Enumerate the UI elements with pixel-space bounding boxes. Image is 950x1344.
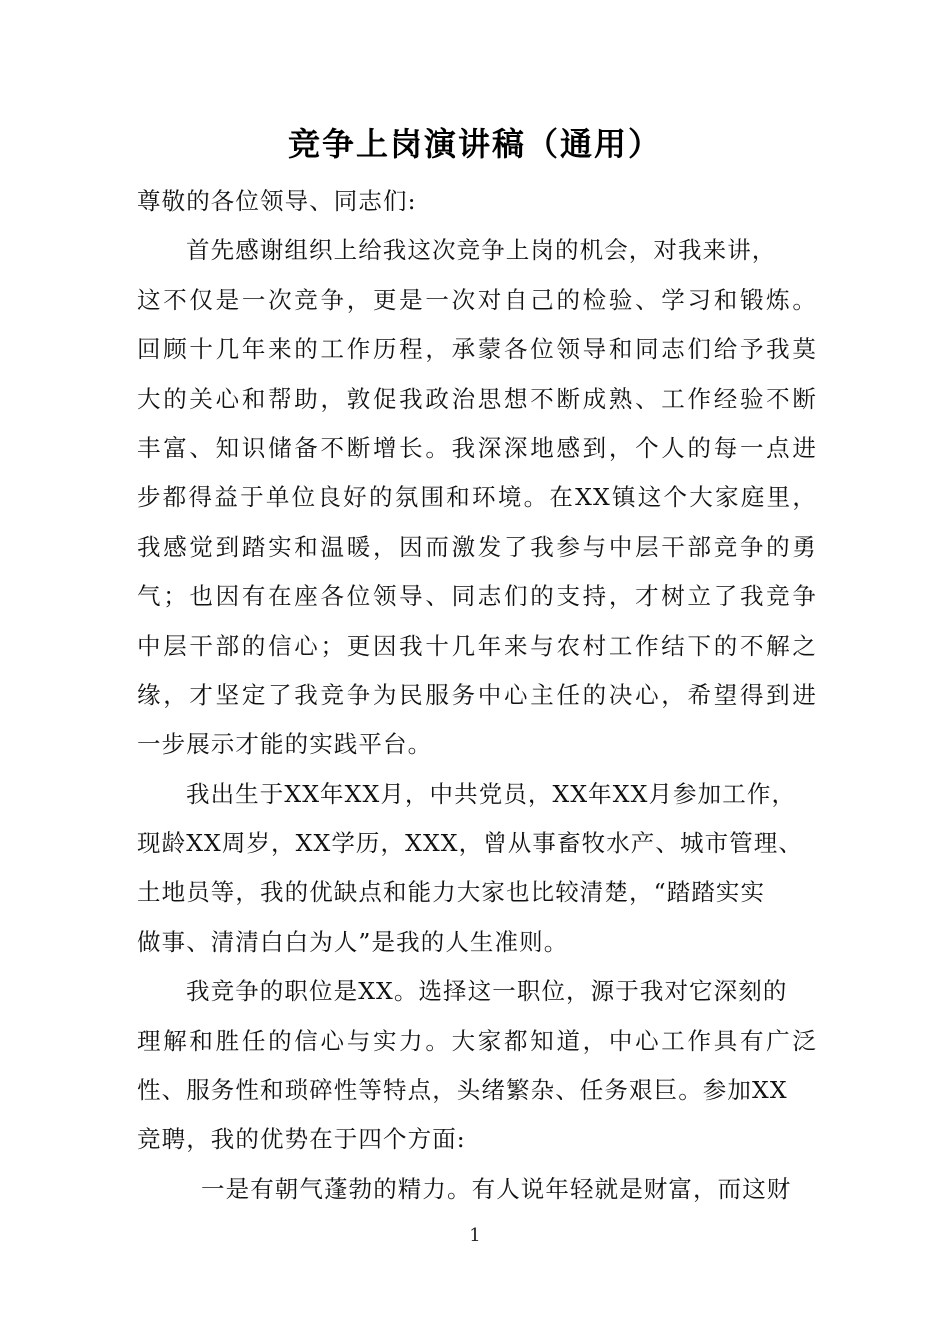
paragraph-line: 做事、清清白白为人”是我的人生准则。 [137, 927, 569, 956]
paragraph-line: 回顾十几年来的工作历程，承蒙各位领导和同志们给予我莫 [137, 335, 817, 364]
paragraph-line: 步都得益于单位良好的氛围和环境。在XX镇这个大家庭里， [137, 483, 817, 512]
paragraph-line: 这不仅是一次竞争，更是一次对自己的检验、学习和锻炼。 [137, 285, 817, 314]
paragraph-line: 性、服务性和琐碎性等特点，头绪繁杂、任务艰巨。参加XX [137, 1076, 788, 1105]
paragraph-line: 土地员等，我的优缺点和能力大家也比较清楚，“踏踏实实 [137, 878, 766, 907]
paragraph-line: 首先感谢组织上给我这次竞争上岗的机会，对我来讲， [186, 236, 777, 265]
paragraph-line: 缘，才坚定了我竞争为民服务中心主任的决心，希望得到进 [137, 680, 817, 709]
salutation-line: 尊敬的各位领导、同志们: [137, 187, 417, 215]
paragraph-line: 理解和胜任的信心与实力。大家都知道，中心工作具有广泛 [137, 1026, 817, 1055]
document-title: 竞争上岗演讲稿（通用） [287, 125, 662, 163]
paragraph-line: 丰富、知识储备不断增长。我深深地感到，个人的每一点进 [137, 433, 817, 462]
paragraph-line: 竞聘，我的优势在于四个方面: [137, 1125, 466, 1154]
paragraph-line: 现龄XX周岁，XX学历，XXX，曾从事畜牧水产、城市管理、 [137, 829, 804, 858]
paragraph-line: 我竞争的职位是XX。选择这一职位，源于我对它深刻的 [186, 977, 788, 1006]
paragraph-line: 一是有朝气蓬勃的精力。有人说年轻就是财富，而这财 [201, 1174, 792, 1203]
paragraph-line: 气；也因有在座各位领导、同志们的支持，才树立了我竞争 [137, 582, 817, 611]
paragraph-line: 我感觉到踏实和温暖，因而激发了我参与中层干部竞争的勇 [137, 532, 817, 561]
paragraph-line: 一步展示才能的实践平台。 [137, 730, 433, 759]
page-number: 1 [469, 1225, 481, 1246]
paragraph-line: 中层干部的信心；更因我十几年来与农村工作结下的不解之 [137, 631, 817, 660]
paragraph-line: 大的关心和帮助，敦促我政治思想不断成熟、工作经验不断 [137, 384, 817, 413]
paragraph-line: 我出生于XX年XX月，中共党员，XX年XX月参加工作， [186, 779, 797, 808]
document-body [137, 177, 817, 1214]
